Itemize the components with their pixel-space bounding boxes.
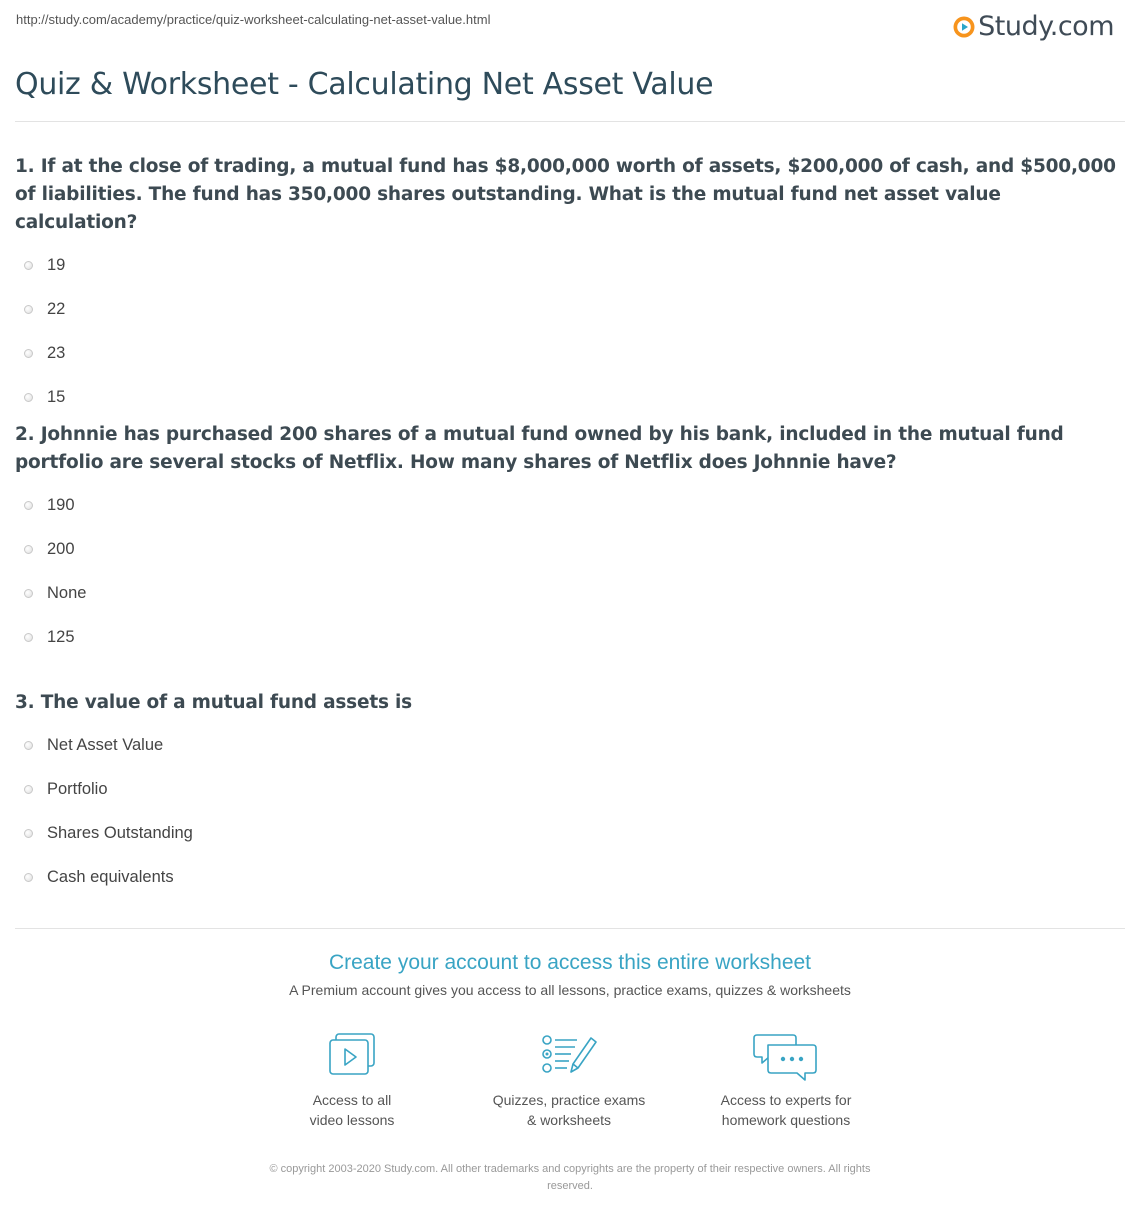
- radio-icon[interactable]: [24, 393, 33, 402]
- study-logo[interactable]: [953, 6, 1114, 46]
- choice-label: 23: [47, 343, 66, 362]
- answer-choice[interactable]: [15, 615, 1125, 659]
- choice-label: 125: [47, 627, 75, 646]
- copyright-footer: [0, 1161, 1140, 1195]
- radio-icon[interactable]: [24, 261, 33, 270]
- choice-label: 190: [47, 495, 75, 514]
- question-2: [15, 421, 1125, 659]
- choice-label: 200: [47, 539, 75, 558]
- question-1: [15, 153, 1125, 419]
- radio-icon[interactable]: [24, 873, 33, 882]
- choice-label: 22: [47, 299, 66, 318]
- answer-choice[interactable]: [15, 855, 1125, 899]
- create-account-link[interactable]: Create your account to access this entire worksheet: [328, 951, 812, 974]
- chat-bubbles-icon: [753, 1032, 819, 1084]
- promo-divider: [15, 928, 1125, 929]
- question-text: 1. If at the close of trading, a mutual fund has $8,000,000 worth of assets, $200,000 of cash, and $500,000 of liabilities. The fund has 350,000 shares outstanding. What is the mutual fund net asset value calculation?: [15, 156, 1116, 233]
- feature-video-lessons: [257, 1032, 447, 1130]
- play-logo-icon: [953, 16, 975, 38]
- question-3: [15, 689, 1125, 899]
- feature-label: homework questions: [721, 1112, 851, 1128]
- answer-choices: [15, 723, 1125, 899]
- question-text: 2. Johnnie has purchased 200 shares of a mutual fund owned by his bank, included in the mutual fund portfolio are several stocks of Netflix. How many shares of Netflix does Johnnie have?: [15, 424, 1064, 473]
- feature-label: Quizzes, practice exams: [492, 1092, 646, 1108]
- choice-label: 15: [47, 387, 66, 406]
- quiz-checklist-icon: [541, 1032, 597, 1078]
- copyright-line: reserved.: [547, 1180, 593, 1192]
- answer-choice[interactable]: [15, 375, 1125, 419]
- choice-label: Cash equivalents: [47, 867, 174, 886]
- answer-choice[interactable]: [15, 723, 1125, 767]
- radio-icon[interactable]: [24, 501, 33, 510]
- video-lessons-icon: [326, 1032, 378, 1078]
- feature-label: & worksheets: [526, 1112, 612, 1128]
- question-text: 3. The value of a mutual fund assets is: [15, 692, 412, 713]
- answer-choices: [15, 483, 1125, 659]
- choice-label: None: [47, 583, 87, 602]
- radio-icon[interactable]: [24, 349, 33, 358]
- title-divider: [15, 121, 1125, 122]
- feature-experts: [691, 1032, 881, 1130]
- radio-icon[interactable]: [24, 633, 33, 642]
- copyright-line: © copyright 2003-2020 Study.com. All other trademarks and copyrights are the property of their respective owners. All rights: [269, 1163, 871, 1175]
- choice-label: 19: [47, 255, 66, 274]
- radio-icon[interactable]: [24, 785, 33, 794]
- choice-label: Portfolio: [47, 779, 108, 798]
- feature-label: Access to all: [312, 1092, 392, 1108]
- feature-quizzes: [474, 1032, 664, 1130]
- radio-icon[interactable]: [24, 829, 33, 838]
- promo-subtitle: A Premium account gives you access to all lessons, practice exams, quizzes & worksheets: [289, 982, 851, 998]
- logo-text: Study.com: [978, 10, 1114, 42]
- answer-choice[interactable]: [15, 287, 1125, 331]
- choice-label: Shares Outstanding: [47, 823, 193, 842]
- answer-choices: [15, 243, 1125, 419]
- radio-icon[interactable]: [24, 589, 33, 598]
- answer-choice[interactable]: [15, 243, 1125, 287]
- page-url: http://study.com/academy/practice/quiz-worksheet-calculating-net-asset-value.html: [16, 12, 491, 27]
- answer-choice[interactable]: [15, 571, 1125, 615]
- feature-label: video lessons: [309, 1112, 395, 1128]
- answer-choice[interactable]: [15, 811, 1125, 855]
- radio-icon[interactable]: [24, 305, 33, 314]
- radio-icon[interactable]: [24, 741, 33, 750]
- radio-icon[interactable]: [24, 545, 33, 554]
- answer-choice[interactable]: [15, 331, 1125, 375]
- page-title: Quiz & Worksheet - Calculating Net Asset Value: [15, 67, 714, 102]
- answer-choice[interactable]: [15, 767, 1125, 811]
- feature-label: Access to experts for: [720, 1092, 852, 1108]
- choice-label: Net Asset Value: [47, 735, 164, 754]
- answer-choice[interactable]: [15, 527, 1125, 571]
- answer-choice[interactable]: [15, 483, 1125, 527]
